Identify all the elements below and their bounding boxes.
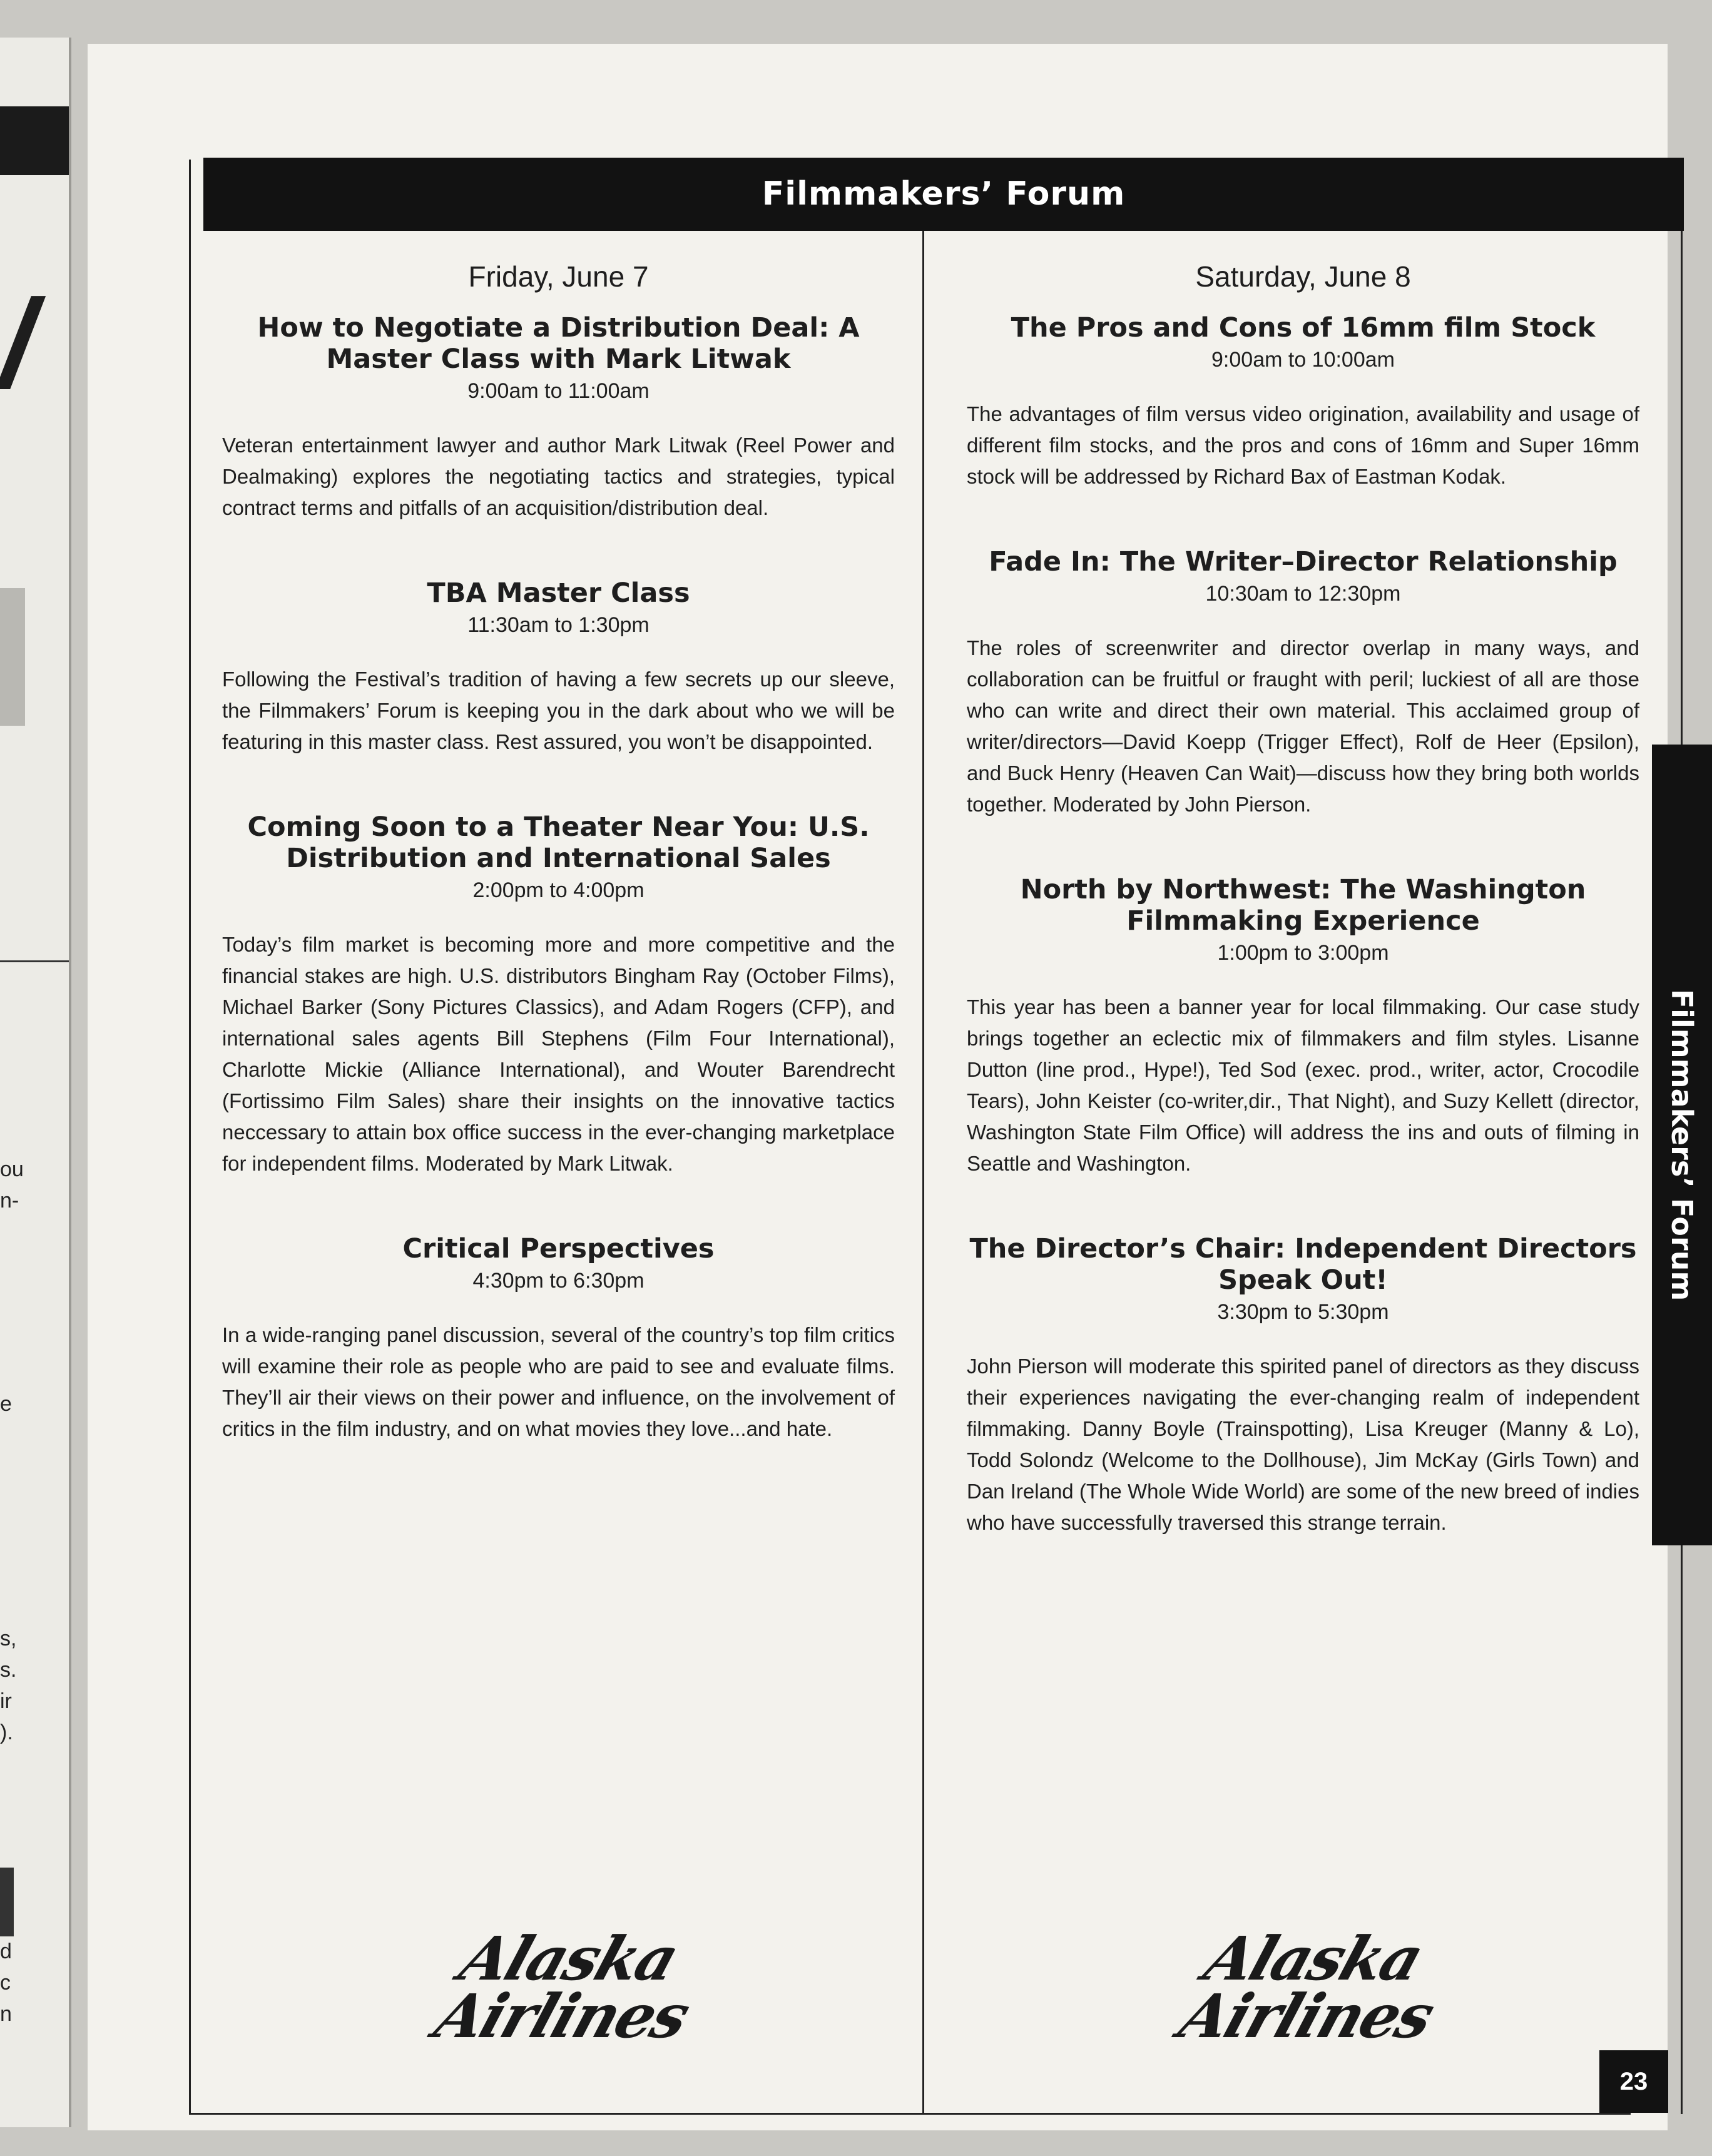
event — [967, 1233, 1639, 1538]
event-title: How to Negotiate a Distribution Deal: A Master Class with Mark Litwak — [257, 312, 860, 375]
event-description: The roles of screenwriter and director overlap in many ways, and collaboration can be fruitful or fraught with peril; luckiest of all are those who can write and direct their own material. This acclaimed group of writer/directors—David Koepp (Trigger Effect), Rolf de Heer (Epsilon), and Buck Henry (Heaven Can Wait)—discuss how they bring both worlds together. Moderated by John Pierson. — [967, 636, 1639, 816]
event-title: North by Northwest: The Washington Filmmaking Experience — [1020, 874, 1586, 937]
event-description: Today’s film market is becoming more and more competitive and the financial stakes are high. U.S. distributors Bingham Ray (October Films), Michael Barker (Sony Pictures Classics), and Adam Rogers (CFP), and international sales agents Bill Stephens (Film Four International), Charlotte Mickie (Alliance International), and Wouter Barendrecht (Fortissimo Film Sales) share their insights on the innovative tactics neccessary to attain box office success in the ever-changing marketplace for independent films. Moderated by Mark Litwak. — [222, 933, 895, 1175]
alaska-airlines-logo — [1171, 1923, 1442, 2068]
event-title: Fade In: The Writer–Director Relationship — [989, 546, 1618, 577]
logo-word: Airlines — [1171, 1981, 1442, 2052]
previous-page-fragment: ). — [0, 1721, 13, 1744]
event — [967, 874, 1639, 1179]
previous-page-fragment: s, — [0, 1627, 17, 1650]
event-time: 2:00pm to 4:00pm — [472, 878, 645, 902]
event-time: 1:00pm to 3:00pm — [1217, 941, 1389, 965]
event-description: Veteran entertainment lawyer and author Mark Litwak (Reel Power and Dealmaking) explores the negotiating tactics and strategies, typical contract terms and pitfalls of an acquisition/distribution deal. — [222, 434, 895, 519]
previous-page-fragment: e — [0, 1392, 12, 1416]
event-time: 4:30pm to 6:30pm — [472, 1269, 645, 1293]
event-description: This year has been a banner year for local filmmaking. Our case study brings together an eclectic mix of filmmakers and film styles. Lisanne Dutton (line prod., Hype!), Ted Sod (exec. prod., writer, actor, Crocodile Tears), John Keister (co-writer,dir., That Night), and Suzy Kellett (director, Washington State Film Office) will address the ins and outs of filming in Seattle and Washington. — [967, 995, 1639, 1175]
event-time: 9:00am to 11:00am — [467, 379, 650, 403]
friday-column — [222, 260, 895, 1445]
previous-page-fragment: c — [0, 1971, 11, 1995]
event-title: Critical Perspectives — [402, 1233, 715, 1264]
saturday-column — [967, 260, 1639, 1538]
column-divider — [922, 231, 924, 2114]
previous-page-rule — [0, 960, 69, 962]
event-time: 3:30pm to 5:30pm — [1217, 1300, 1389, 1324]
previous-page-photo — [0, 588, 25, 726]
section-side-tab-label: Filmmakers’ Forum — [1665, 989, 1699, 1301]
page-number: 23 — [1599, 2050, 1668, 2113]
event-title: The Pros and Cons of 16mm film Stock — [1011, 312, 1596, 343]
event-description: The advantages of film versus video origination, availability and usage of different film stocks, and the pros and cons of 16mm and Super 16mm stock will be addressed by Richard Bax of Eastman Kodak. — [967, 402, 1639, 488]
previous-page-fragment: ir — [0, 1689, 12, 1713]
logo-word: Alaska — [451, 1923, 686, 1994]
previous-page-header-bar — [0, 106, 69, 175]
event-time: 9:00am to 10:00am — [1211, 348, 1395, 372]
event — [967, 312, 1639, 492]
day-heading: Friday, June 7 — [468, 260, 649, 293]
event — [222, 811, 895, 1179]
previous-page-photo — [0, 1868, 14, 1936]
event — [222, 1233, 895, 1445]
previous-page-fragment: n — [0, 2002, 12, 2026]
day-heading: Saturday, June 8 — [1195, 260, 1411, 293]
event-description: In a wide-ranging panel discussion, several of the country’s top film critics will examine their role as people who are paid to see and evaluate films. They’ll air their views on their power and influence, on the involvement of critics in the film industry, and on what movies they love...and hate. — [222, 1323, 895, 1440]
event-time: 10:30am to 12:30pm — [1205, 582, 1401, 606]
event-title: Coming Soon to a Theater Near You: U.S. Distribution and International Sales — [247, 811, 870, 874]
previous-page-fragment: d — [0, 1940, 12, 1963]
event-time: 11:30am to 1:30pm — [467, 613, 650, 637]
logo-word: Alaska — [1196, 1923, 1431, 1994]
section-side-tab — [1652, 745, 1712, 1545]
frame-rule — [189, 2113, 1631, 2115]
event-title: TBA Master Class — [427, 577, 690, 609]
previous-page-fragment: n- — [0, 1189, 19, 1213]
event-description: Following the Festival’s tradition of having a few secrets up our sleeve, the Filmmakers’ Forum is keeping you in the dark about who we will be featuring in this master class. Rest assured, you won’t be disappointed. — [222, 668, 895, 753]
event-description: John Pierson will moderate this spirited panel of directors as they discuss their experiences navigating the ever-changing realm of independent filmmaking. Danny Boyle (Trainspotting), Lisa Kreuger (Manny & Lo), Todd Solondz (Welcome to the Dollhouse), Jim McKay (Girls Town) and Dan Ireland (The Whole Wide World) are some of the new breed of indies who have successfully traversed this strange terrain. — [967, 1355, 1639, 1534]
previous-page-fragment: ou — [0, 1157, 24, 1181]
previous-page-fragment: s. — [0, 1658, 17, 1682]
event-title: The Director’s Chair: Independent Directors Speak Out! — [969, 1233, 1637, 1296]
alaska-airlines-logo — [426, 1923, 697, 2068]
event — [222, 312, 895, 524]
event — [222, 577, 895, 758]
page-header: Filmmakers’ Forum — [203, 158, 1684, 231]
frame-rule — [189, 160, 191, 2115]
previous-page-glyph: / — [0, 274, 35, 414]
event — [967, 546, 1639, 820]
logo-word: Airlines — [426, 1981, 697, 2052]
previous-page-edge — [0, 38, 71, 2127]
page — [88, 44, 1699, 2130]
